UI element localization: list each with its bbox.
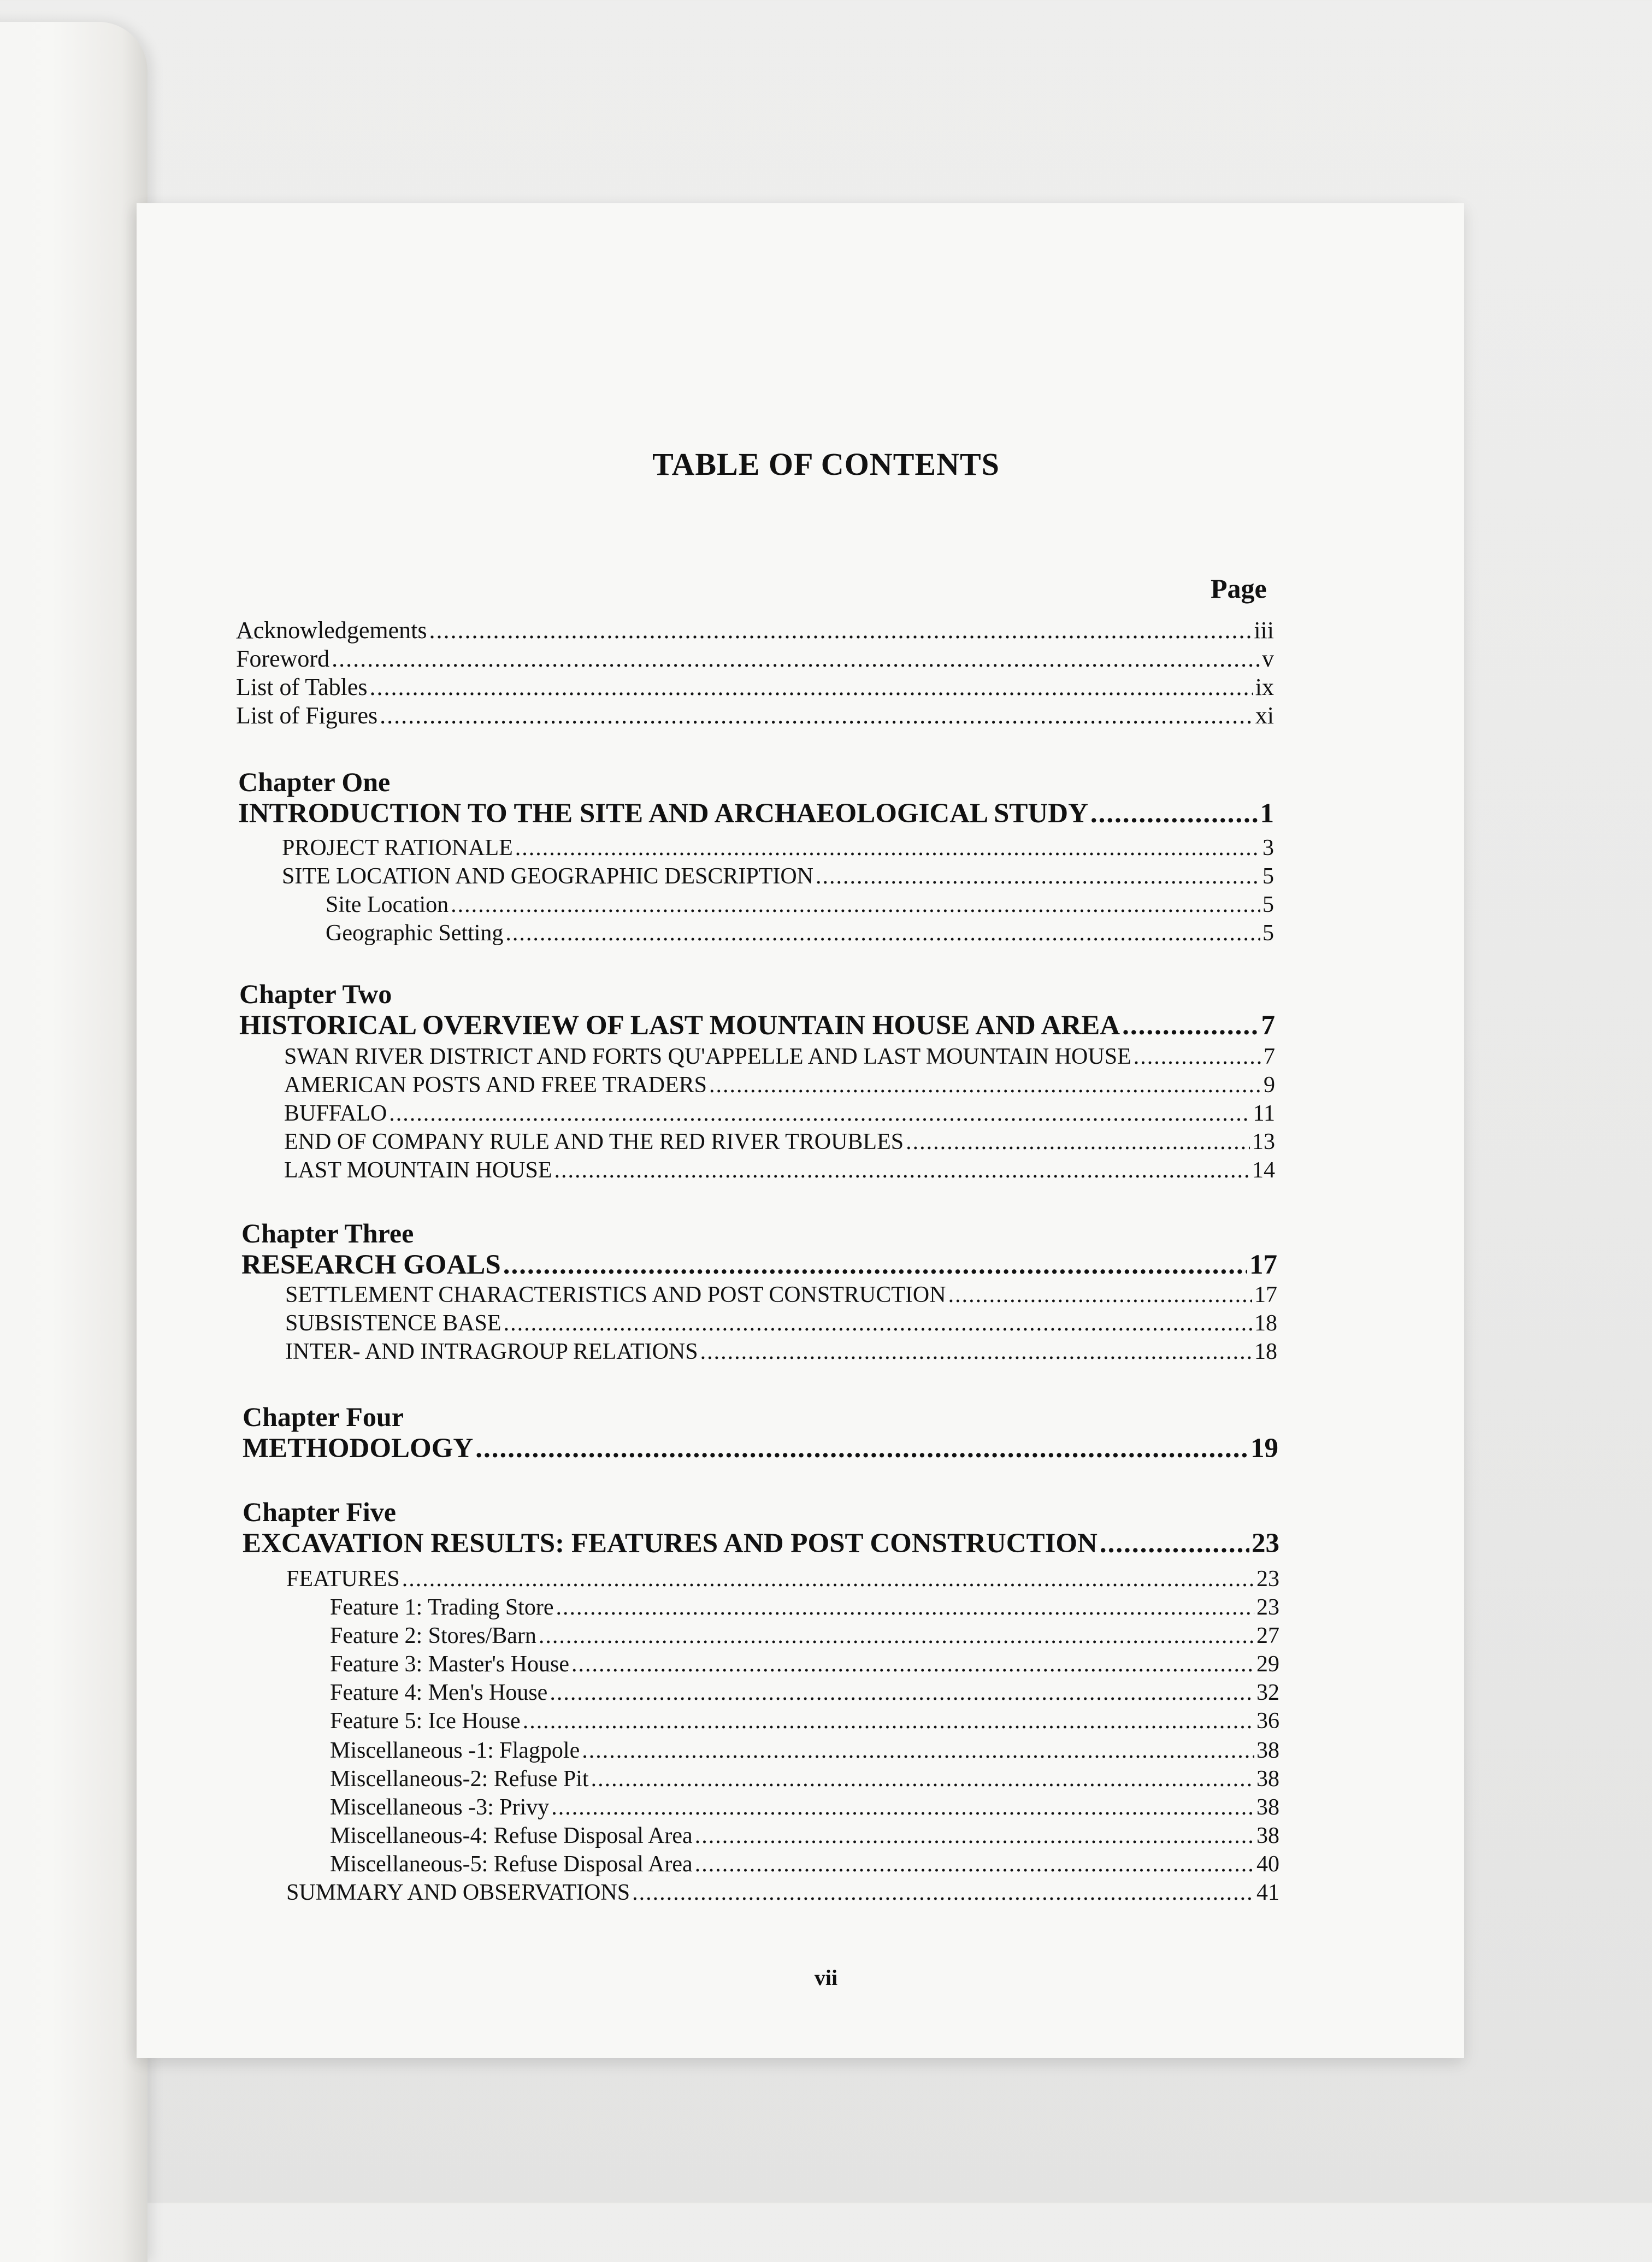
toc-subentry[interactable] bbox=[330, 1851, 1279, 1877]
toc-entry-label: Foreword bbox=[236, 645, 330, 672]
toc-entry-page: 23 bbox=[1256, 1566, 1279, 1592]
toc-entry-label: Feature 5: Ice House bbox=[330, 1709, 521, 1734]
toc-entry[interactable] bbox=[285, 1282, 1277, 1308]
chapter-label: Chapter Five bbox=[243, 1497, 396, 1527]
toc-entry-label: Acknowledgements bbox=[236, 617, 427, 644]
toc-chapter-label: INTRODUCTION TO THE SITE AND ARCHAEOLOGICAL STUDY bbox=[238, 798, 1088, 829]
toc-subentry[interactable] bbox=[330, 1623, 1279, 1649]
toc-entry-page: 40 bbox=[1256, 1852, 1279, 1877]
leader-dots bbox=[571, 1651, 1254, 1677]
leader-dots bbox=[551, 1794, 1254, 1821]
toc-chapter-label: METHODOLOGY bbox=[243, 1433, 474, 1464]
leader-dots bbox=[695, 1823, 1254, 1849]
toc-entry[interactable] bbox=[285, 1310, 1277, 1336]
chapter-label: Chapter Three bbox=[241, 1218, 414, 1248]
toc-entry-page: 9 bbox=[1264, 1073, 1275, 1098]
leader-dots bbox=[550, 1680, 1254, 1706]
toc-entry[interactable] bbox=[284, 1100, 1275, 1127]
toc-subentry[interactable] bbox=[326, 920, 1274, 946]
leader-dots bbox=[504, 1310, 1252, 1336]
toc-subentry[interactable] bbox=[330, 1708, 1279, 1734]
toc-entry-page: 17 bbox=[1254, 1282, 1277, 1307]
toc-entry[interactable] bbox=[284, 1044, 1275, 1070]
toc-entry-label: BUFFALO bbox=[284, 1101, 387, 1126]
leader-dots bbox=[906, 1129, 1250, 1155]
toc-entry-acknowledgements[interactable] bbox=[236, 616, 1274, 644]
toc-entry-list-of-figures[interactable] bbox=[236, 702, 1274, 729]
left-page-edge bbox=[0, 22, 148, 2262]
leader-dots bbox=[515, 835, 1260, 861]
leader-dots bbox=[332, 645, 1260, 673]
toc-entry-page: 14 bbox=[1252, 1158, 1275, 1183]
leader-dots bbox=[948, 1282, 1252, 1308]
toc-entry-page: iii bbox=[1254, 617, 1274, 644]
leader-dots bbox=[451, 892, 1260, 918]
leader-dots bbox=[402, 1566, 1254, 1592]
toc-entry-label: LAST MOUNTAIN HOUSE bbox=[284, 1158, 552, 1183]
toc-entry[interactable] bbox=[286, 1566, 1279, 1592]
toc-chapter-title[interactable] bbox=[243, 1433, 1278, 1464]
toc-entry-label: INTER- AND INTRAGROUP RELATIONS bbox=[285, 1339, 698, 1364]
leader-dots bbox=[503, 1249, 1247, 1281]
leader-dots bbox=[695, 1851, 1254, 1877]
toc-entry-label: FEATURES bbox=[286, 1566, 400, 1592]
toc-chapter-label: HISTORICAL OVERVIEW OF LAST MOUNTAIN HOUSE AND AREA bbox=[239, 1010, 1120, 1041]
leader-dots bbox=[591, 1766, 1254, 1792]
toc-entry-label: Miscellaneous -3: Privy bbox=[330, 1795, 550, 1820]
toc-entry-list-of-tables[interactable] bbox=[236, 673, 1274, 701]
toc-entry-label: Geographic Setting bbox=[326, 921, 504, 946]
toc-entry-page: ix bbox=[1255, 674, 1274, 700]
toc-chapter-label: EXCAVATION RESULTS: FEATURES AND POST CONSTRUCTION bbox=[243, 1528, 1098, 1559]
toc-entry-page: 13 bbox=[1252, 1129, 1275, 1154]
toc-entry-label: Feature 4: Men's House bbox=[330, 1680, 548, 1705]
leader-dots bbox=[1100, 1528, 1249, 1559]
toc-entry-page: 29 bbox=[1256, 1652, 1279, 1677]
toc-entry-page: 11 bbox=[1253, 1101, 1275, 1126]
page-title: TABLE OF CONTENTS bbox=[652, 446, 1000, 482]
toc-entry-label: List of Figures bbox=[236, 702, 378, 729]
toc-entry-page: 23 bbox=[1256, 1595, 1279, 1620]
toc-entry-label: PROJECT RATIONALE bbox=[282, 835, 513, 861]
leader-dots bbox=[505, 920, 1260, 946]
toc-entry-label: Miscellaneous-5: Refuse Disposal Area bbox=[330, 1852, 693, 1877]
toc-entry-page: 18 bbox=[1254, 1339, 1277, 1364]
leader-dots bbox=[370, 673, 1253, 701]
toc-entry-page: 36 bbox=[1256, 1709, 1279, 1734]
leader-dots bbox=[816, 863, 1260, 890]
leader-dots bbox=[429, 616, 1252, 644]
leader-dots bbox=[556, 1594, 1254, 1621]
toc-subentry[interactable] bbox=[330, 1766, 1279, 1792]
toc-subentry[interactable] bbox=[330, 1651, 1279, 1677]
toc-entry-label: SUMMARY AND OBSERVATIONS bbox=[286, 1880, 630, 1905]
toc-entry-page: 19 bbox=[1250, 1433, 1278, 1464]
toc-entry-label: SITE LOCATION AND GEOGRAPHIC DESCRIPTION bbox=[282, 864, 814, 889]
leader-dots bbox=[389, 1100, 1250, 1127]
toc-entry-label: Miscellaneous-4: Refuse Disposal Area bbox=[330, 1823, 693, 1848]
toc-entry-label: Feature 3: Master's House bbox=[330, 1652, 569, 1677]
toc-entry-page: 38 bbox=[1256, 1795, 1279, 1820]
toc-chapter-title[interactable] bbox=[243, 1528, 1279, 1559]
leader-dots bbox=[539, 1623, 1254, 1649]
toc-entry-page: 38 bbox=[1256, 1766, 1279, 1792]
toc-subentry[interactable] bbox=[330, 1794, 1279, 1821]
toc-entry-page: 32 bbox=[1256, 1680, 1279, 1705]
toc-entry-label: Miscellaneous -1: Flagpole bbox=[330, 1738, 580, 1763]
leader-dots bbox=[380, 702, 1253, 729]
chapter-label: Chapter One bbox=[238, 767, 391, 797]
toc-subentry[interactable] bbox=[326, 892, 1274, 918]
toc-entry[interactable] bbox=[284, 1157, 1275, 1183]
toc-entry-label: SUBSISTENCE BASE bbox=[285, 1311, 502, 1336]
leader-dots bbox=[632, 1880, 1254, 1906]
page-number: vii bbox=[814, 1965, 838, 1990]
toc-entry-page: 5 bbox=[1262, 921, 1274, 946]
toc-subentry[interactable] bbox=[330, 1594, 1279, 1621]
leader-dots bbox=[709, 1072, 1261, 1098]
toc-entry-page: 38 bbox=[1256, 1738, 1279, 1763]
leader-dots bbox=[1122, 1010, 1259, 1041]
chapter-label: Chapter Four bbox=[243, 1401, 404, 1432]
toc-subentry[interactable] bbox=[330, 1680, 1279, 1706]
toc-entry-label: SETTLEMENT CHARACTERISTICS AND POST CONSTRUCTION bbox=[285, 1282, 946, 1307]
toc-entry-page: 5 bbox=[1262, 892, 1274, 917]
toc-entry[interactable] bbox=[284, 1072, 1275, 1098]
toc-entry[interactable] bbox=[284, 1129, 1275, 1155]
toc-entry-page: 7 bbox=[1261, 1010, 1275, 1041]
toc-entry-label: Feature 2: Stores/Barn bbox=[330, 1623, 536, 1648]
toc-entry-page: 17 bbox=[1249, 1250, 1277, 1280]
toc-chapter-title[interactable] bbox=[239, 1010, 1275, 1041]
toc-entry-page: 38 bbox=[1256, 1823, 1279, 1848]
leader-dots bbox=[1134, 1044, 1261, 1070]
page-column-heading: Page bbox=[1211, 573, 1267, 604]
toc-entry-page: 5 bbox=[1262, 864, 1274, 889]
toc-entry[interactable] bbox=[282, 835, 1274, 861]
toc-chapter-label: RESEARCH GOALS bbox=[241, 1250, 501, 1280]
toc-entry-page: 27 bbox=[1256, 1623, 1279, 1648]
toc-entry[interactable] bbox=[286, 1880, 1279, 1906]
toc-entry-foreword[interactable] bbox=[236, 645, 1274, 673]
toc-entry-label: Feature 1: Trading Store bbox=[330, 1595, 554, 1620]
toc-entry-label: List of Tables bbox=[236, 674, 368, 700]
toc-entry[interactable] bbox=[282, 863, 1274, 890]
toc-entry-page: 7 bbox=[1264, 1044, 1275, 1069]
toc-entry-page: 1 bbox=[1260, 798, 1274, 829]
chapter-label: Chapter Two bbox=[239, 979, 392, 1009]
toc-entry-page: 3 bbox=[1262, 835, 1274, 861]
toc-entry-page: 41 bbox=[1256, 1880, 1279, 1905]
toc-subentry[interactable] bbox=[330, 1737, 1279, 1764]
toc-entry-page: 18 bbox=[1254, 1311, 1277, 1336]
leader-dots bbox=[1090, 798, 1258, 829]
toc-chapter-title[interactable] bbox=[241, 1249, 1277, 1281]
toc-entry-page: xi bbox=[1255, 702, 1274, 729]
toc-entry-label: SWAN RIVER DISTRICT AND FORTS QU'APPELLE AND LAST MOUNTAIN HOUSE bbox=[284, 1044, 1131, 1069]
leader-dots bbox=[475, 1433, 1248, 1464]
toc-entry-label: END OF COMPANY RULE AND THE RED RIVER TROUBLES bbox=[284, 1129, 904, 1154]
leader-dots bbox=[700, 1339, 1252, 1365]
toc-subentry[interactable] bbox=[330, 1823, 1279, 1849]
toc-entry-label: Miscellaneous-2: Refuse Pit bbox=[330, 1766, 589, 1792]
toc-entry-page: 23 bbox=[1252, 1528, 1279, 1559]
leader-dots bbox=[523, 1708, 1254, 1734]
toc-entry-page: v bbox=[1262, 645, 1274, 672]
leader-dots bbox=[554, 1157, 1250, 1183]
toc-entry[interactable] bbox=[285, 1339, 1277, 1365]
toc-entry-label: Site Location bbox=[326, 892, 449, 917]
toc-chapter-title[interactable] bbox=[238, 798, 1274, 829]
toc-entry-label: AMERICAN POSTS AND FREE TRADERS bbox=[284, 1073, 707, 1098]
leader-dots bbox=[582, 1737, 1254, 1764]
